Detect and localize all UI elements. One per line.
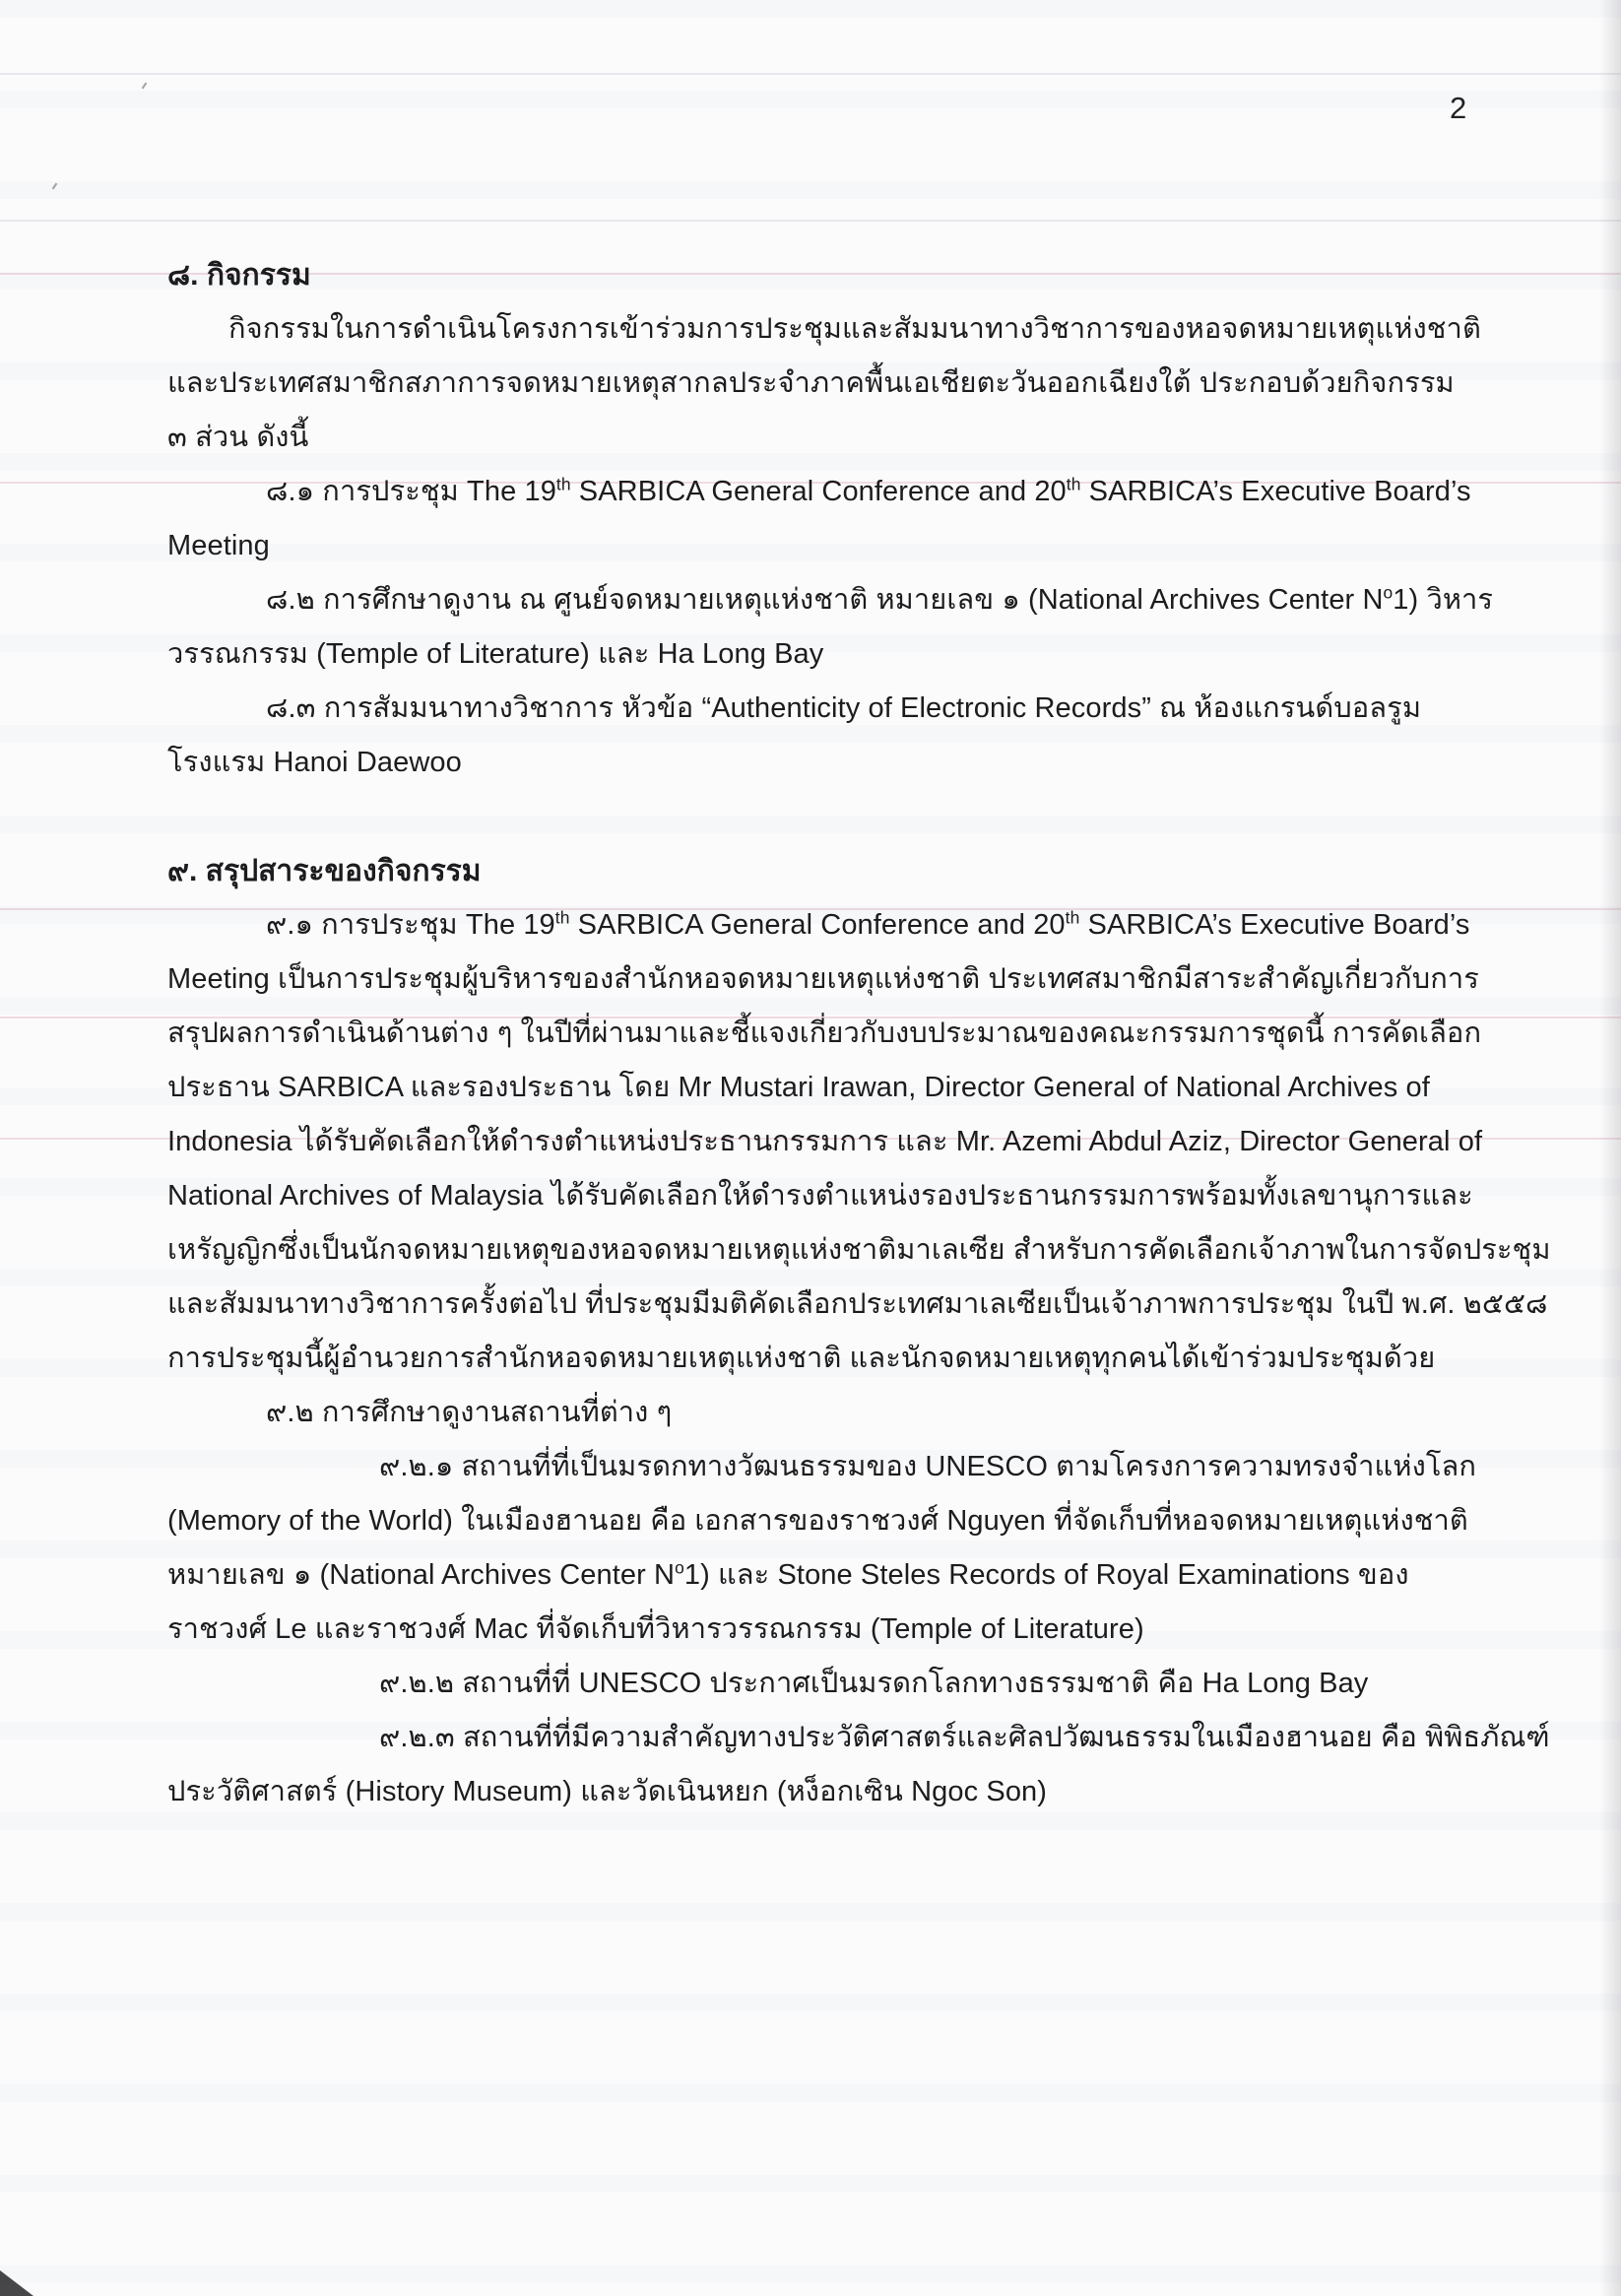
document-section — [167, 844, 1551, 1819]
scan-corner-mark — [0, 2270, 33, 2296]
document-line: หมายเลข ๑ (National Archives Center $N^o1$) และ Stone Steles Records of Royal Examinations ของ — [167, 1557, 1409, 1591]
document-line: ๙.๒.๓ สถานที่ที่มีความสำคัญทางประวัติศาสตร์และศิลปวัฒนธรรมในเมืองฮานอย คือ พิพิธภัณฑ์ — [379, 1722, 1550, 1753]
scan-artifact-line — [0, 220, 1621, 222]
document-line: Indonesia ได้รับคัดเลือกให้ดำรงตำแหน่งประธานกรรมการ และ Mr. Azemi Abdul Aziz, Director General of — [167, 1126, 1483, 1157]
document-line: ประธาน SARBICA และรองประธาน โดย Mr Mustari Irawan, Director General of National Archives of — [167, 1072, 1430, 1103]
document-line: วรรณกรรม (Temple of Literature) และ Ha Long Bay — [167, 638, 824, 670]
document-line: โรงแรม Hanoi Daewoo — [167, 747, 462, 778]
document-line: (Memory of the World) ในเมืองฮานอย คือ เอกสารของราชวงศ์ Nguyen ที่จัดเก็บที่หอจดหมายเหตุแห่งชาติ — [167, 1505, 1468, 1537]
page-number: 2 — [1450, 91, 1467, 125]
document-line: ๘.๓ การสัมมนาทางวิชาการ หัวข้อ “Authenticity of Electronic Records” ณ ห้องแกรนด์บอลรูม — [266, 692, 1422, 724]
document-line: ๙.๒ การศึกษาดูงานสถานที่ต่าง ๆ — [266, 1397, 673, 1428]
scan-speck — [52, 183, 58, 190]
document-line: สรุปผลการดำเนินด้านต่าง ๆ ในปีที่ผ่านมาและชี้แจงเกี่ยวกับงบประมาณของคณะกรรมการชุดนี้ การคัดเลือก — [167, 1017, 1482, 1049]
document-line: เหรัญญิกซึ่งเป็นนักจดหมายเหตุของหอจดหมายเหตุแห่งชาติมาเลเซีย สำหรับการคัดเลือกเจ้าภาพในการจัดประชุม — [167, 1234, 1551, 1266]
document-line: ๙.๒.๑ สถานที่ที่เป็นมรดกทางวัฒนธรรมของ UNESCO ตามโครงการความทรงจำแห่งโลก — [379, 1451, 1477, 1482]
document-line: การประชุมนี้ผู้อำนวยการสำนักหอจดหมายเหตุแห่งชาติ และนักจดหมายเหตุทุกคนได้เข้าร่วมประชุมด้วย — [167, 1343, 1436, 1374]
document-line: ราชวงศ์ Le และราชวงศ์ Mac ที่จัดเก็บที่วิหารวรรณกรรม (Temple of Literature) — [167, 1613, 1144, 1645]
document-body — [167, 248, 1551, 1819]
document-line: ๙.๒.๒ สถานที่ที่ UNESCO ประกาศเป็นมรดกโลกทางธรรมชาติ คือ Ha Long Bay — [379, 1668, 1369, 1699]
document-line: ๘.๒ การศึกษาดูงาน ณ ศูนย์จดหมายเหตุแห่งชาติ หมายเลข ๑ (National Archives Center $N^o1$) วิหาร — [266, 582, 1494, 616]
document-line: กิจกรรมในการดำเนินโครงการเข้าร่วมการประชุมและสัมมนาทางวิชาการของหอจดหมายเหตุแห่งชาติ — [228, 313, 1481, 345]
scan-artifact-line — [0, 73, 1621, 75]
document-line: National Archives of Malaysia ได้รับคัดเลือกให้ดำรงตำแหน่งรองประธานกรรมการพร้อมทั้งเลขานุการและ — [167, 1180, 1473, 1212]
document-line: Meeting — [167, 530, 270, 561]
document-line: และสัมมนาทางวิชาการครั้งต่อไป ที่ประชุมมีมติคัดเลือกประเทศมาเลเซียเป็นเจ้าภาพการประชุม ในปี พ.ศ. ๒๕๕๘ — [167, 1288, 1548, 1320]
page-edge-shadow — [1599, 0, 1621, 2296]
document-line: ๙.๑ การประชุม The 19th SARBICA General Conference and 20th SARBICA’s Executive Board’s — [266, 907, 1470, 941]
section-heading: ๙. สรุปสาระของกิจกรรม — [167, 855, 482, 887]
document-line: และประเทศสมาชิกสภาการจดหมายเหตุสากลประจำภาคพื้นเอเชียตะวันออกเฉียงใต้ ประกอบด้วยกิจกรรม — [167, 367, 1455, 399]
document-line: ประวัติศาสตร์ (History Museum) และวัดเนินหยก (หง็อกเซิน Ngoc Son) — [167, 1776, 1048, 1807]
document-line: ๘.๑ การประชุม The 19th SARBICA General Conference and 20th SARBICA’s Executive Board’s — [266, 474, 1471, 507]
document-line: Meeting เป็นการประชุมผู้บริหารของสำนักหอจดหมายเหตุแห่งชาติ ประเทศสมาชิกมีสาระสำคัญเกี่ยวกับการ — [167, 963, 1479, 995]
document-section — [167, 248, 1494, 790]
scan-speck — [142, 83, 148, 90]
section-heading: ๘. กิจกรรม — [167, 259, 311, 292]
document-line: ๓ ส่วน ดังนี้ — [167, 422, 309, 453]
